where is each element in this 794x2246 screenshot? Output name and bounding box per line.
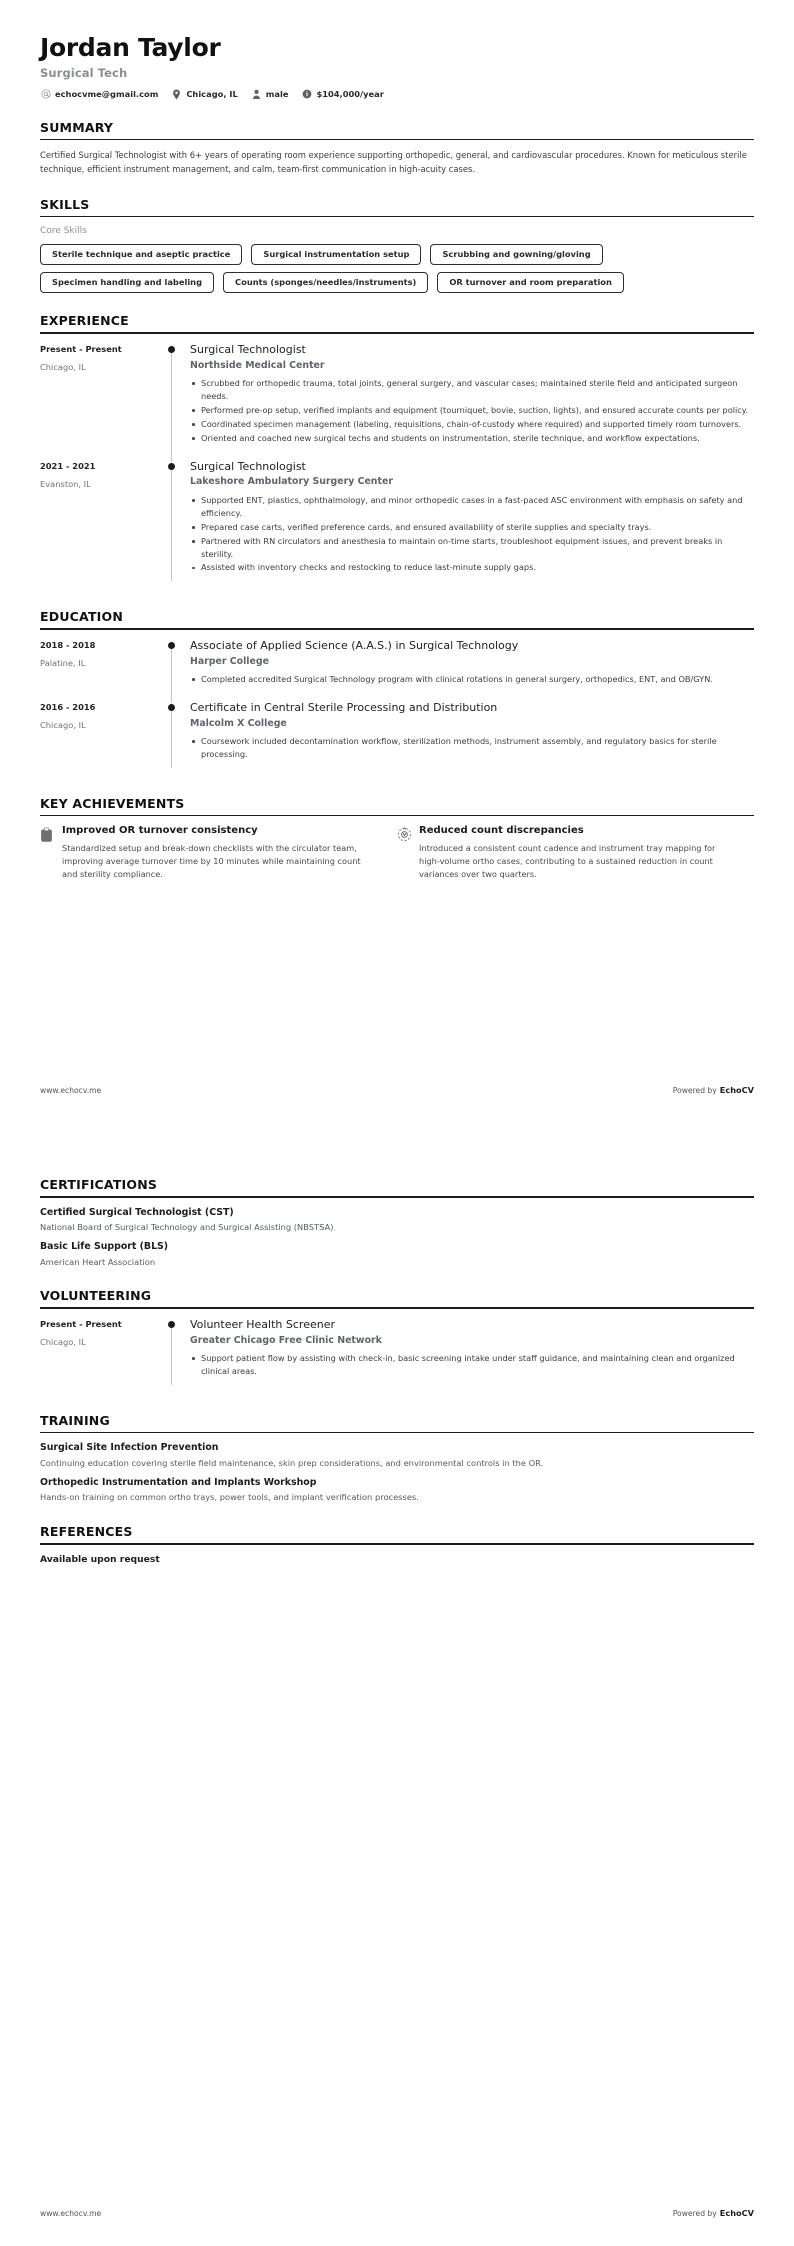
section-experience [40,313,754,589]
section-heading-experience: EXPERIENCE [40,313,129,329]
section-heading-references: REFERENCES [40,1523,133,1539]
contact-gender [251,89,289,100]
skills-subheading: Core Skills [40,226,87,237]
certification-item [40,1241,754,1268]
achievement-description: Standardized setup and break-down checklists with the circulator team, improving average turnover time by 10 minutes while maintaining count and sterility compliance. [62,843,361,880]
section-heading-summary: SUMMARY [40,119,114,135]
list-item: Assisted with inventory checks and restocking to reduce last-minute supply gaps. [190,561,754,574]
entry-location: Chicago, IL [40,1336,86,1347]
list-item: Prepared case carts, verified preference cards, and ensured availability of sterile supplies and specialty trays. [190,521,754,534]
contact-location [171,89,237,100]
contact-salary [301,89,383,100]
entry-body [190,639,754,699]
entry-bullet-list [190,1352,754,1378]
training-description: Continuing education covering sterile field maintenance, skin prep considerations, and environmental controls in the OR. [40,1457,544,1468]
list-item: Performed pre-op setup, verified implants and equipment (tourniquet, bovie, suction, lights), and ensured accurate counts per policy. [190,404,754,417]
summary-text: Certified Surgical Technologist with 6+ years of operating room experience supporting orthopedic, general, and cardiovascular procedures. Known for meticulous sterile technique, efficient instrument management, and calm, team-first communication in high-acuity cases. [40,150,747,174]
section-divider [40,139,754,141]
section-divider [40,1196,754,1198]
contact-email-value: echocvme@gmail.com [55,89,159,100]
entry-location: Chicago, IL [40,361,86,372]
section-divider [40,1432,754,1434]
entry-organization: Lakeshore Ambulatory Surgery Center [190,476,393,488]
achievement-description: Introduced a consistent count cadence and instrument tray mapping for high-volume ortho cases, contributing to a sustained reduction in count variances over two quarters. [419,843,716,880]
skill-tag: Sterile technique and aseptic practice [40,244,242,265]
entry-date: Present - Present [40,1318,122,1329]
footer-brand [673,2208,754,2218]
training-title: Orthopedic Instrumentation and Implants Workshop [40,1477,317,1489]
entry-meta [40,639,168,699]
contact-location-value: Chicago, IL [186,89,238,100]
timeline-rail [168,639,190,699]
page-footer [40,1085,754,1095]
footer-powered-by-label: Powered by [672,1086,717,1095]
education-entry [40,639,754,701]
footer-url[interactable]: www.echocv.me [40,1085,102,1095]
page-footer [40,2208,754,2218]
section-heading-skills: SKILLS [40,196,90,212]
list-item: Supported ENT, plastics, ophthalmology, and minor orthopedic cases in a fast-paced ASC environment with emphasis on safety and efficiency. [190,494,754,520]
section-divider [40,628,754,630]
section-heading-volunteering: VOLUNTEERING [40,1288,152,1304]
section-volunteering [40,1288,754,1392]
timeline-line [171,347,172,462]
entry-role: Volunteer Health Screener [190,1317,335,1331]
achievement-content [419,825,732,881]
experience-entry [40,460,754,590]
entry-degree: Certificate in Central Sterile Processing and Distribution [190,700,498,714]
list-item: Coordinated specimen management (labeling, requisitions, chain-of-custody where required) and supported timely room turnovers. [190,418,754,431]
entry-organization: Northside Medical Center [190,359,325,371]
list-item: Completed accredited Surgical Technology program with clinical rotations in general surgery, orthopedics, ENT, and OB/GYN. [190,673,754,686]
timeline-line [171,705,172,768]
skill-tag: Scrubbing and gowning/gloving [430,244,602,265]
section-divider [40,1543,754,1545]
salary-info-icon [301,89,312,100]
entry-meta [40,701,168,774]
section-heading-training: TRAINING [40,1412,110,1428]
achievement-content [62,825,375,881]
clipboard-icon [40,825,62,881]
skill-tag: Counts (sponges/needles/instruments) [223,272,428,293]
training-item [40,1477,754,1504]
list-item: Support patient flow by assisting with check-in, basic screening intake under staff guidance, and maintaining clean and organized clinical areas. [190,1352,754,1378]
section-references [40,1524,754,1565]
timeline-line [171,1322,172,1385]
section-divider [40,815,754,817]
contact-row [40,89,754,100]
achievement-card [40,825,397,881]
entry-role: Surgical Technologist [190,343,306,356]
job-title: Surgical Tech [40,65,128,80]
skill-tag-list [40,244,754,293]
entry-date: Present - Present [40,344,122,354]
page-title: Jordan Taylor [40,33,221,62]
section-divider [40,332,754,334]
entry-role: Surgical Technologist [190,459,306,473]
skill-tag: Specimen handling and labeling [40,272,214,293]
section-education [40,609,754,775]
entry-meta [40,460,168,588]
footer-brand-name: EchoCV [719,1085,754,1095]
skill-tag: Surgical instrumentation setup [251,244,421,265]
education-entry [40,701,754,776]
section-heading-certifications: CERTIFICATIONS [40,1177,158,1192]
entry-meta [40,1318,168,1391]
footer-powered-by-label: Powered by [672,2209,717,2218]
timeline-dot-icon [168,346,175,353]
section-training [40,1413,754,1504]
contact-salary-value: $104,000/year [316,89,384,100]
entry-bullet-list [190,494,754,575]
experience-entry [40,343,754,460]
entry-location: Evanston, IL [40,478,91,489]
achievement-card [397,825,754,881]
email-icon [40,89,51,100]
section-divider [40,216,754,218]
person-icon [251,89,262,100]
volunteering-entry [40,1318,754,1393]
section-certifications [40,1177,754,1268]
training-item [40,1442,754,1469]
achievement-title: Improved OR turnover consistency [62,825,258,837]
timeline-rail [168,1318,190,1391]
certification-item [40,1207,754,1234]
resume-header [40,34,754,100]
entry-date: 2018 - 2018 [40,640,96,651]
section-key-achievements [40,796,754,881]
entry-meta [40,343,168,458]
entry-location: Palatine, IL [40,657,86,668]
resume-page-2 [0,1123,794,2246]
certification-title: Basic Life Support (BLS) [40,1241,169,1253]
timeline-dot-icon [168,704,175,711]
footer-url[interactable]: www.echocv.me [40,2208,102,2218]
timeline-dot-icon [168,642,175,649]
timeline-dot-icon [168,463,175,470]
entry-bullet-list [190,673,754,686]
section-heading-key-achievements: KEY ACHIEVEMENTS [40,795,185,811]
entry-degree: Associate of Applied Science (A.A.S.) in Surgical Technology [190,639,519,653]
entry-institution: Harper College [190,655,269,667]
timeline-rail [168,701,190,774]
entry-body [190,343,754,458]
section-summary [40,120,754,177]
list-item: Scrubbed for orthopedic trauma, total joints, general surgery, and vascular cases; maintained sterile field and anticipated surgeon needs. [190,377,754,403]
timeline-rail [168,343,190,458]
entry-body [190,701,754,774]
entry-date: 2016 - 2016 [40,701,96,712]
footer-brand [673,1085,754,1095]
entry-location: Chicago, IL [40,719,86,730]
timeline-rail [168,460,190,588]
contact-gender-value: male [265,89,289,100]
section-heading-education: EDUCATION [40,609,124,625]
training-description: Hands-on training on common ortho trays, power tools, and implant verification processes. [40,1492,419,1503]
references-text: Available upon request [40,1553,160,1565]
entry-body [190,460,754,588]
entry-bullet-list [190,377,754,445]
achievement-title: Reduced count discrepancies [419,825,584,837]
certification-issuer: American Heart Association [40,1256,156,1267]
contact-email [40,89,158,100]
entry-organization: Greater Chicago Free Clinic Network [190,1334,382,1346]
timeline-dot-icon [168,1321,175,1328]
entry-body [190,1318,754,1391]
entry-bullet-list [190,735,754,761]
skill-tag: OR turnover and room preparation [437,272,624,293]
target-refresh-icon [397,825,419,881]
footer-brand-name: EchoCV [719,2208,754,2218]
timeline-line [171,643,172,703]
location-pin-icon [171,89,182,100]
list-item: Partnered with RN circulators and anesthesia to maintain on-time starts, troubleshoot equipment issues, and prevent breaks in sterility. [190,535,754,561]
certification-title: Certified Surgical Technologist (CST) [40,1206,234,1218]
training-title: Surgical Site Infection Prevention [40,1442,219,1454]
section-skills [40,197,754,294]
timeline-line [171,464,172,582]
achievement-grid [40,825,754,881]
list-item: Coursework included decontamination workflow, sterilization methods, instrument assembly, and regulatory basics for sterile processing. [190,735,754,761]
section-divider [40,1307,754,1309]
entry-institution: Malcolm X College [190,717,287,729]
list-item: Oriented and coached new surgical techs and students on instrumentation, sterile technique, and workflow expectations. [190,432,754,445]
certification-issuer: National Board of Surgical Technology and Surgical Assisting (NBSTSA) [40,1221,334,1232]
entry-date: 2021 - 2021 [40,460,96,471]
